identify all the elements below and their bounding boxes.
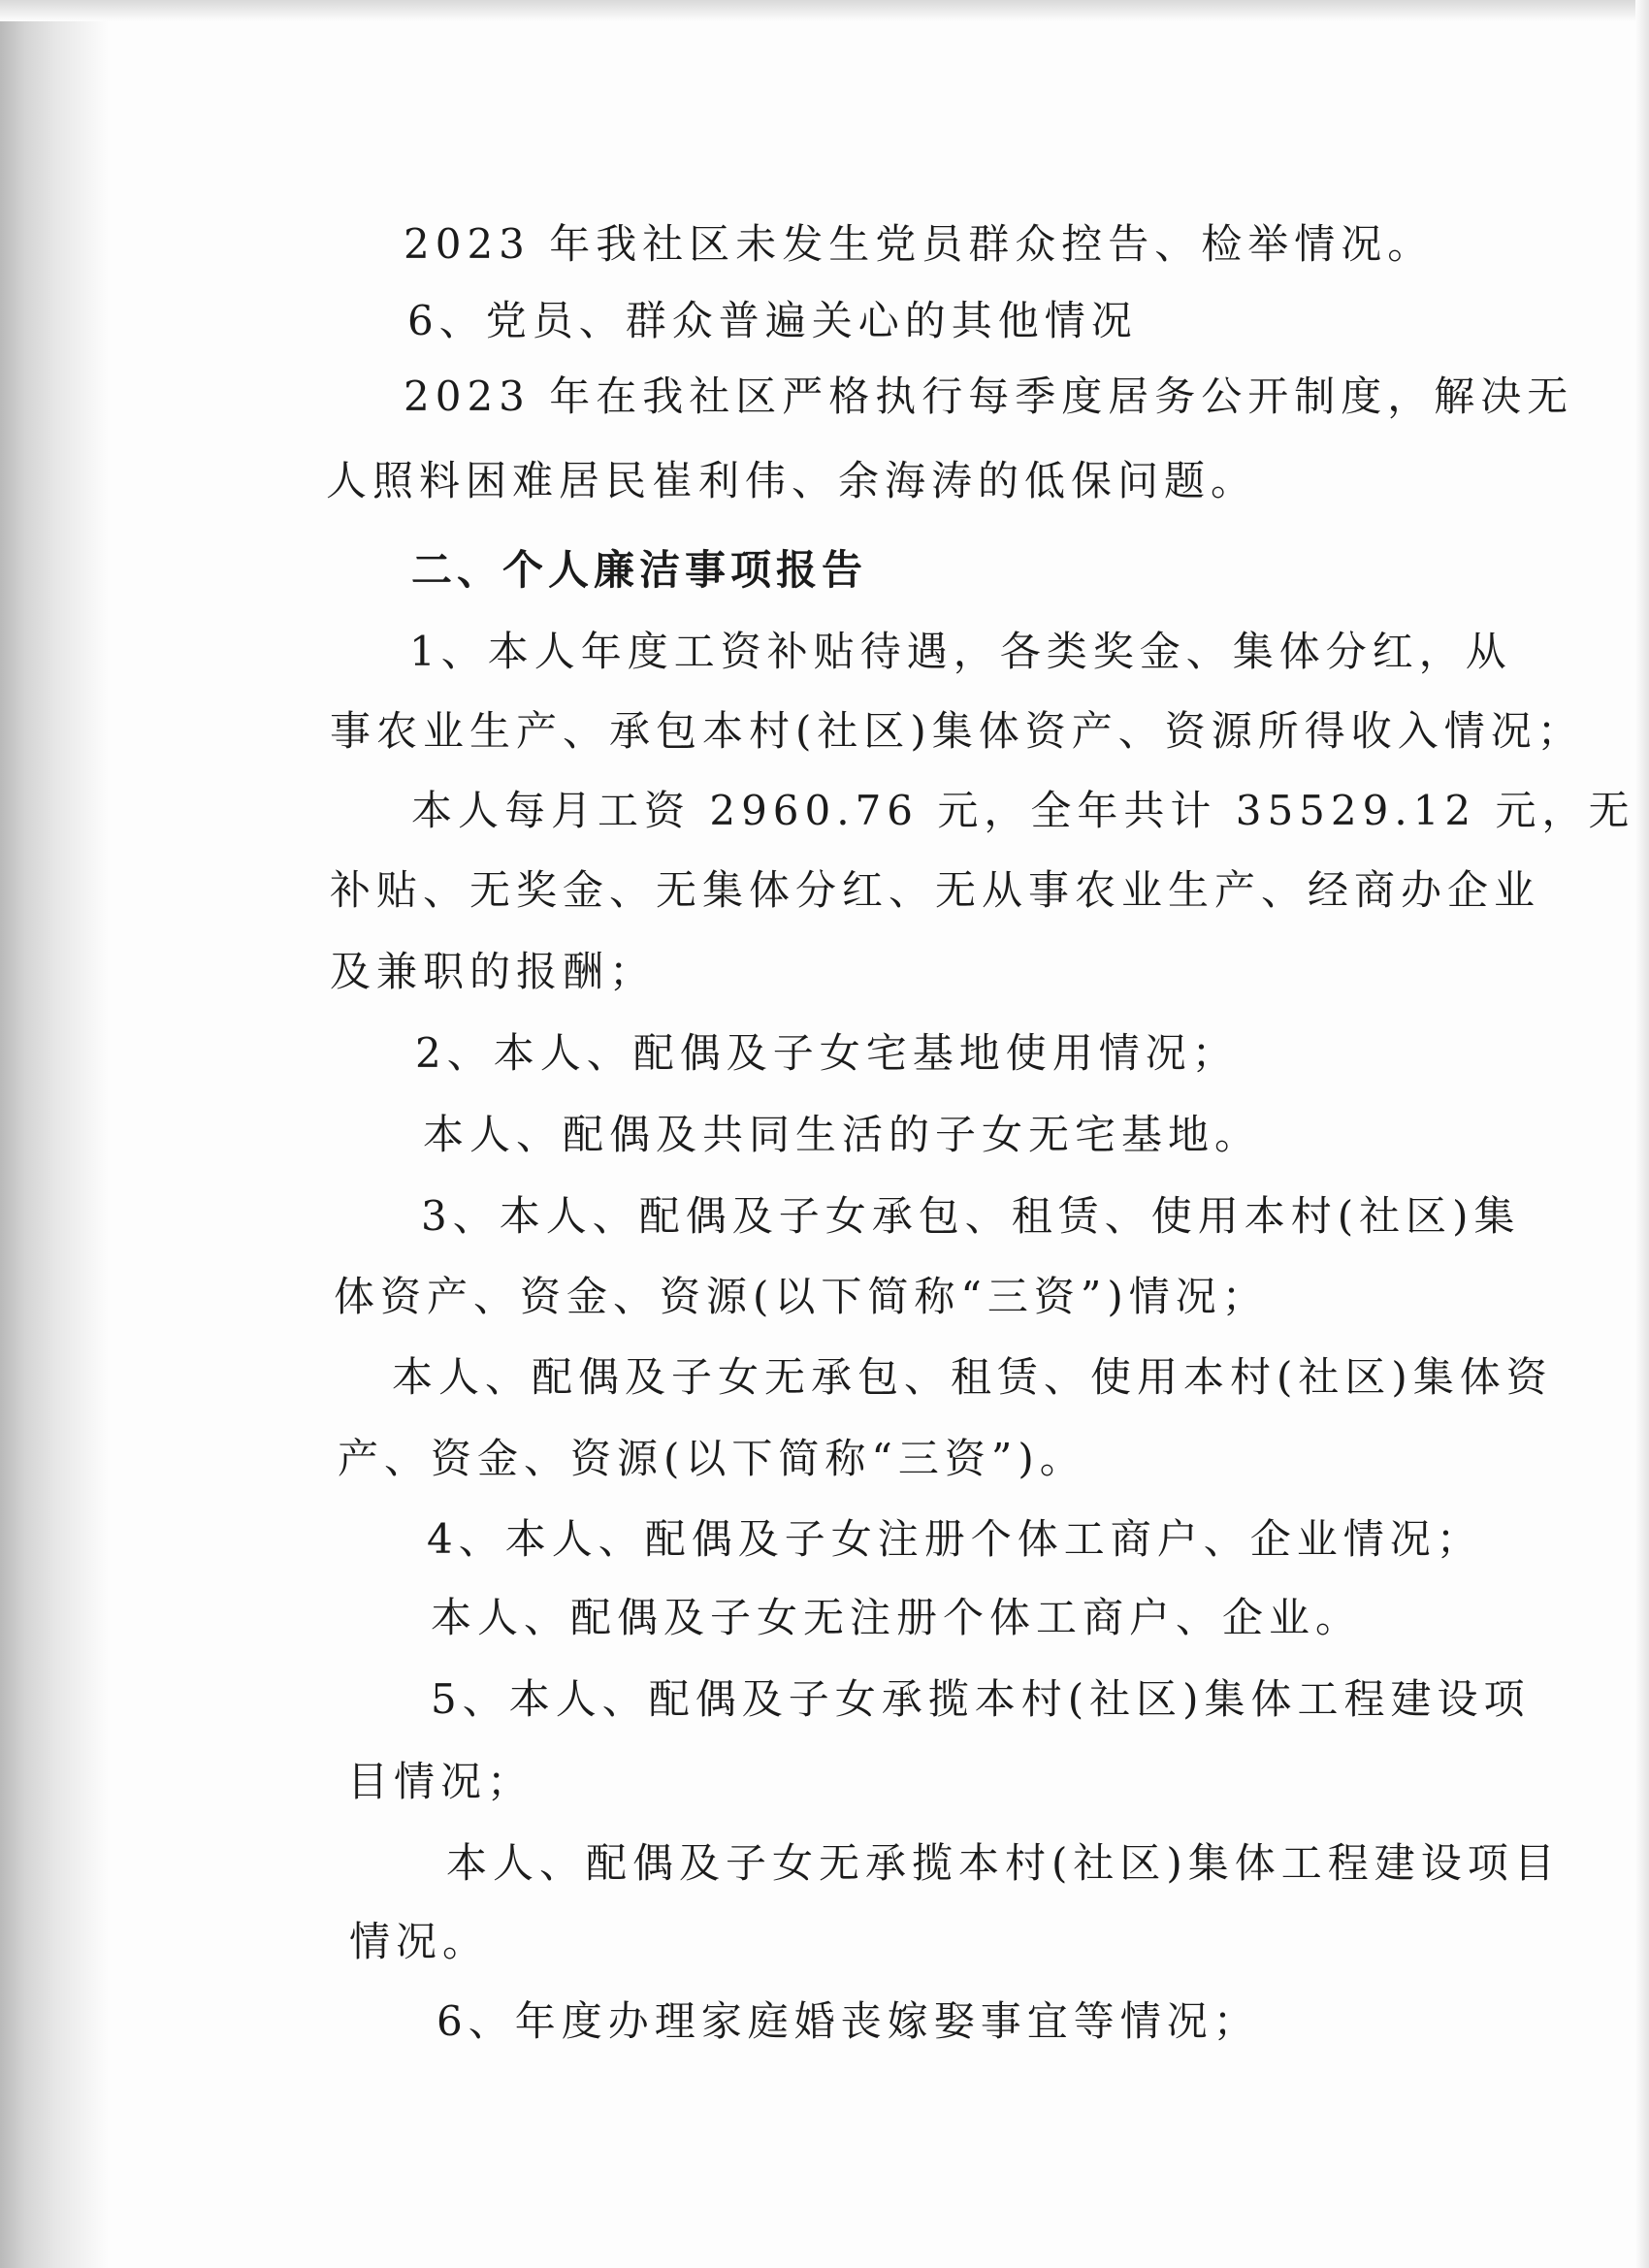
paragraph-line: 本人、配偶及共同生活的子女无宅基地。: [423, 1111, 1262, 1158]
paragraph-line: 人照料困难居民崔利伟、余海涛的低保问题。: [326, 457, 1258, 504]
paragraph-line: 2023 年在我社区严格执行每季度居务公开制度，解决无: [404, 373, 1574, 420]
item-heading: 2、本人、配偶及子女宅基地使用情况；: [415, 1029, 1239, 1077]
paragraph-line: 情况。: [349, 1918, 490, 1965]
paragraph-line: 事农业生产、承包本村(社区)集体资产、资源所得收入情况；: [330, 707, 1584, 755]
item-heading: 6、党员、群众普遍关心的其他情况: [407, 297, 1138, 344]
paragraph-line: 2023 年我社区未发生党员群众控告、检举情况。: [404, 220, 1435, 268]
paragraph-line: 本人、配偶及子女无承包、租赁、使用本村(社区)集体资: [392, 1353, 1553, 1401]
paragraph-line: 产、资金、资源(以下简称“三资”)。: [338, 1435, 1086, 1482]
paragraph-line: 本人每月工资 2960.76 元，全年共计 35529.12 元，无: [411, 787, 1635, 834]
paragraph-line: 本人、配偶及子女无注册个体工商户、企业。: [431, 1594, 1363, 1641]
item-heading: 5、本人、配偶及子女承揽本村(社区)集体工程建设项: [431, 1675, 1531, 1723]
item-heading: 1、本人年度工资补贴待遇，各类奖金、集体分红，从: [409, 628, 1512, 675]
item-heading: 3、本人、配偶及子女承包、租赁、使用本村(社区)集: [421, 1192, 1521, 1240]
item-heading: 4、本人、配偶及子女注册个体工商户、企业情况；: [427, 1515, 1483, 1563]
paragraph-line: 补贴、无奖金、无集体分红、无从事农业生产、经商办企业: [330, 866, 1541, 914]
item-heading: 6、年度办理家庭婚丧嫁娶事宜等情况；: [436, 1997, 1260, 2045]
paragraph-line: 本人、配偶及子女无承揽本村(社区)集体工程建设项目: [446, 1839, 1561, 1887]
section-heading: 二、个人廉洁事项报告: [411, 546, 868, 594]
paragraph-line: 及兼职的报酬；: [330, 948, 657, 995]
paragraph-line: 目情况；: [347, 1758, 534, 1805]
paragraph-line: 体资产、资金、资源(以下简称“三资”)情况；: [334, 1273, 1269, 1320]
